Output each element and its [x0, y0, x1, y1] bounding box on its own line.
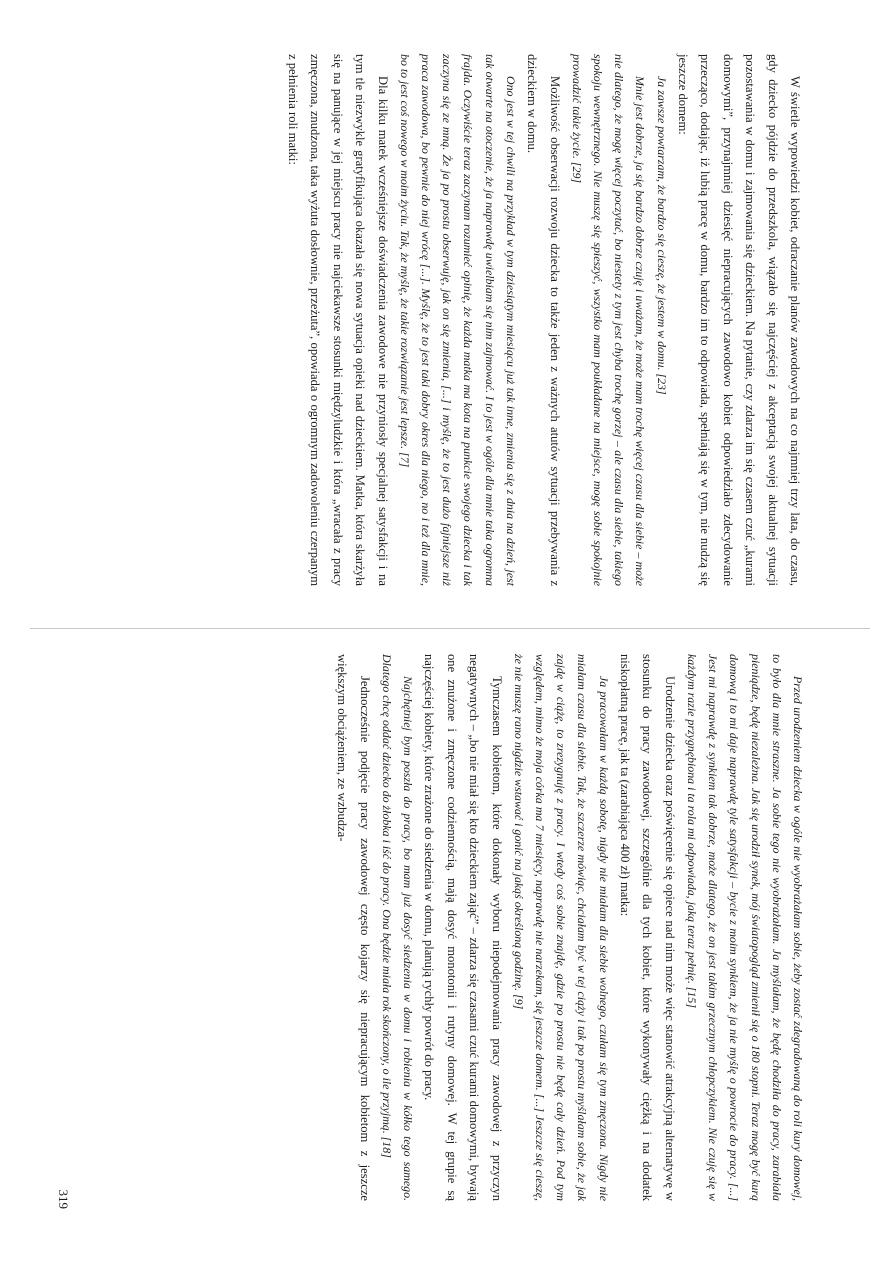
page-number: 319: [56, 1189, 72, 1209]
quote: Najchętniej bym poszła do pracy, bo mam już dosyć siedzenia w domu i robienia w kółko tego samego. Dlatego chcę oddać dziecko do żłobka i iść do pracy. Ona będzie miała rok skończony, o ile przyjmą. [18]: [379, 654, 415, 1201]
paragraph: W świetle wypowiedzi kobiet, odraczanie planów zawodowych na co najmniej trzy lata, do czasu, gdy dziecko pójdzie do przedszkola, wiązało się najczęściej z akceptacją swojej aktualnej sytuacji pozostawania w domu i zajmowania się dzieckiem. Na pytanie, czy zdarza im się czasem czuć „kurami domowymi”, przynajmniej dziesięć niepracujących zawodowo kobiet odpowiedziało zdecydowanie przecząco, dodając, iż lubią pracę w domu, bardzo im to odpowiada, spełniają się w tym, nie nudzą się jeszcze domem:: [675, 54, 802, 586]
quote: Ja zawsze powtarzam, że bardzo się cieszę, że jestem w domu. [23]: [654, 76, 669, 395]
page-gutter-line: [30, 628, 870, 629]
paragraph: Jednocześnie podjęcie pracy zawodowej często kojarzy się niepracującym kobietom z jeszcze większym obciążeniem, ze wzbudza-: [335, 654, 372, 1201]
right-page: [56, 640, 818, 1215]
quote: Przed urodzeniem dziecka w ogóle nie wyobrażałam sobie, żeby zostać zdegradowaną do roli kury domowej, to było dla mnie straszne. Ja sobie tego nie wyobrażałam. Ja myślałam, że będę chodziła do pracy, zarabiała pieniądze, będę niezależna. Jak się urodził synek, mój światopogląd zmienił się o 180 stopni. Teraz mogę być kurą domową i to mi daje naprawdę tyle satysfakcji – bycie z moim synkiem, że ja nie myślę o powrocie do pracy. [...] Jest mi naprawdę z synkiem tak dobrze, może dlatego, że on jest takim grzecznym chłopczykiem. Nie czuję się w każdym razie przygnębiona i ta rola mi odpowiada, jaką teraz pełnię. [15]: [684, 654, 805, 1201]
left-page: [1, 40, 816, 600]
paragraph: Dla kilku matek wcześniejsze doświadczenia zawodowe nie przyniosły specjalnej satysfakcji i na tym tle niezwykle gratyfikująca okazała się nowa sytuacja opieki nad dzieckiem. Matka, która skarżyła się na panujące w jej miejscu pracy nie najciekawsze stosunki międzyludzkie i która „wracała z pracy zmęczona, znudzona, taka wyżuta dosłownie, przeżuta”, opowiada o ogromnym zadowoleniu czerpanym z pełnienia roli matki:: [285, 54, 390, 586]
paragraph: Urodzenie dziecka oraz poświęcenie się opiece nad nim może więc stanowić atrakcyjną alternatywę w stosunku do pracy zawodowej, szczególnie dla tych kobiet, które wykonywały ciężką i na dodatek niskopłatną pracę, jak ta (zarabiająca 400 zł) matka:: [617, 654, 677, 1201]
quote: Mnie jest dobrze, ja się bardzo dobrze czuję i uważam, że może mam trochę więcej czasu dla siebie – może nie dlatego, że mogę więcej poczytać, bo niestety z tym jest chyba trochę gorzej – ale czasu dla siebie, takiego spokoju wewnętrznego. Nie muszę się spieszyć, wszystko mam poukładane na miejsce, mogę sobie spokojnie prowadzić takie życie. [29]: [569, 54, 648, 586]
quote: Ja pracowałam w każdą sobotę, nigdy nie miałam dla siebie wolnego, czułam się tym zmęczona. Nigdy nie miałam czasu dla siebie. Tak, że szczerze mówiąc, chciałam być w tej ciąży i tak po prostu myślałam sobie, że jak zajdę w ciążę, to zrezygnuję z pracy. I wtedy coś sobie znajdę, gdzie po prostu nie będę cały dzień. Pod tym względem, mimo że moja córka ma 7 miesięcy, naprawdę nie narzekam, się jeszcze domem. [...] Jeszcze się cieszę, że nie muszę rano nigdzie wstawać i gonić na jakąś określoną godzinę. [9]: [511, 654, 611, 1201]
quote: Ono jest w tej chwili na przykład w tym dziesiątym miesiącu już tak inne, zmienia się z dnia na dzień, jest tak otwarte na otoczenie, że ja naprawdę uwielbiam się nim zajmować. I to jest w ogóle dla mnie taka ogromna frajda. Oczywiście teraz zaczynam rozumieć opinię, że każda matka ma kota na punkcie swojego dziecka i tak zaczyna się ze mną. Że ja po prostu obserwuję, jak on się zmienia, [...] i myślę, że to jest dużo fajniejsze niż praca zawodowa, bo pewnie do niej wrócę [...]. Myślę, że to jest taki dobry okres dla niego, no i też dla mnie, bo to jest coś nowego w moim życiu. Tak, że myślę, że takie rozwiązanie jest lepsze. [7]: [397, 54, 518, 586]
paragraph: Możliwość obserwacji rozwoju dziecka to także jeden z ważnych atutów sytuacji przebywania z dzieckiem w domu.: [525, 54, 562, 586]
paragraph: Tymczasem kobietom, które dokonały wyboru niepodejmowania pracy zawodowej z przyczyn negatywnych – „bo nie miał się kto dzieckiem zająć” – zdarza się czasami czuć kurami domowymi, bywają one znużone i zmęczone codziennością, mają dosyć monotonii i rutyny domowej. W tej grupie są najczęściej kobiety, które zrażone do siedzenia w domu, planują rychły powrót do pracy.: [422, 654, 504, 1201]
